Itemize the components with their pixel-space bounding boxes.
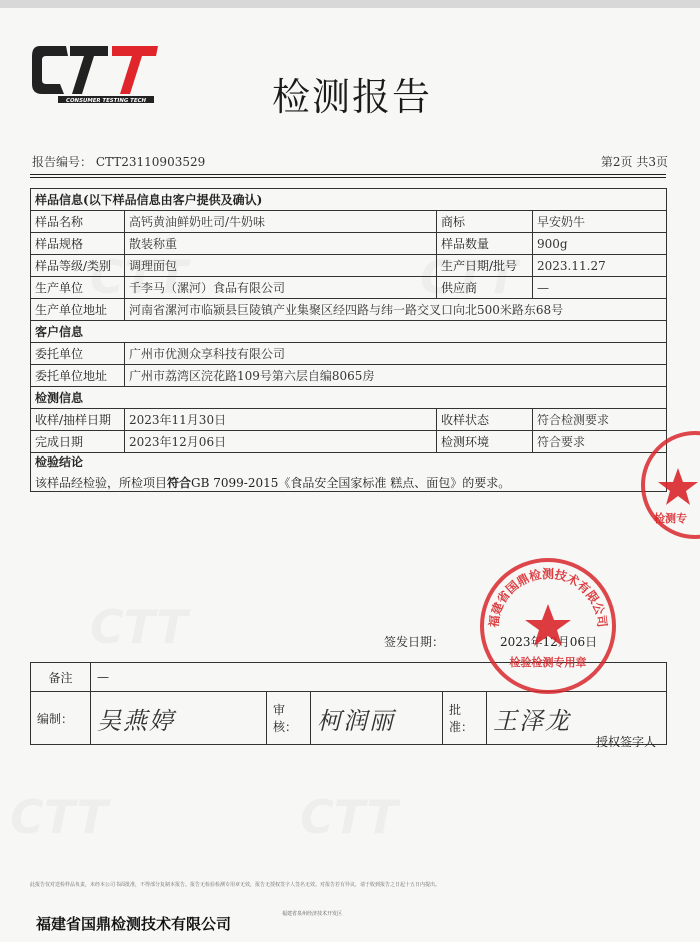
table-row: [31, 233, 667, 255]
report-number-value: CTT23110903529: [95, 155, 206, 169]
handwritten-signature: 吴燕婷: [97, 706, 175, 735]
table-row: [31, 431, 667, 453]
remarks-value: —: [91, 663, 667, 692]
field-value: 河南省漯河市临颍县巨陵镇产业集聚区经四路与纬一路交叉口向北500米路东68号: [125, 299, 667, 321]
watermark: [90, 600, 188, 654]
logo-sub-text: CONSUMER TESTING TECH: [66, 97, 146, 104]
star-icon: [525, 604, 571, 646]
section-row: [31, 189, 667, 211]
field-value: 2023.11.27: [533, 255, 667, 277]
field-label: 生产单位: [31, 277, 125, 299]
section-row: [31, 387, 667, 409]
watermark: [10, 790, 108, 844]
conclusion-text: [35, 474, 662, 491]
field-label: 供应商: [437, 277, 533, 299]
official-seal: [478, 556, 618, 696]
conclusion-text-after: GB 7099-2015《食品安全国家标准 糕点、面包》的要求。: [191, 476, 511, 490]
field-label: 委托单位地址: [31, 365, 125, 387]
handwritten-signature: 王泽龙: [493, 706, 571, 735]
field-label: 收样/抽样日期: [31, 409, 125, 431]
signature-row: [31, 692, 667, 745]
page-info: 第2页 共3页: [600, 155, 668, 169]
conclusion-box: [31, 453, 667, 492]
conclusion-verdict: 符合: [167, 476, 192, 490]
table-row: [31, 299, 667, 321]
divider: [30, 174, 666, 175]
seal-subtext: 检验检测专用章: [509, 656, 587, 669]
field-value: 广州市优测众享科技有限公司: [125, 343, 667, 365]
table-row: [31, 409, 667, 431]
side-seal: [640, 430, 700, 540]
sign-date-label: 签发日期：: [384, 635, 445, 649]
conclusion-title: 检验结论: [35, 455, 84, 469]
field-value: 调理面包: [125, 255, 437, 277]
field-value: 散装称重: [125, 233, 437, 255]
report-table: [30, 188, 667, 492]
field-value: 广州市荔湾区浣花路109号第六层自编8065房: [125, 365, 667, 387]
footer-address: 福建省泉州经济技术开发区: [282, 911, 343, 917]
page-title: 检测报告: [272, 75, 433, 119]
authorized-signatory: 授权签字人: [596, 735, 657, 749]
conclusion-row: [31, 453, 667, 492]
side-seal-text: 检测专: [654, 512, 687, 525]
reviewer-label: 审核：: [267, 692, 311, 745]
field-label: 检测环境: [437, 431, 533, 453]
conclusion-text-before: 该样品经检验，所检项目: [35, 476, 168, 490]
field-label: 委托单位: [31, 343, 125, 365]
watermark: [300, 790, 398, 844]
field-label: 收样状态: [437, 409, 533, 431]
table-row: [31, 211, 667, 233]
ctt-logo: [30, 38, 160, 110]
field-label: 生产单位地址: [31, 299, 125, 321]
field-value: 符合检测要求: [533, 409, 667, 431]
editor-label: 编制：: [31, 692, 91, 745]
field-value: 符合要求: [533, 431, 667, 453]
field-value: 2023年12月06日: [125, 431, 437, 453]
client-section-title: 客户信息: [31, 321, 667, 343]
table-row: [31, 343, 667, 365]
field-label: 完成日期: [31, 431, 125, 453]
field-value: 千李马（漯河）食品有限公司: [125, 277, 437, 299]
field-value: 900g: [533, 233, 667, 255]
field-label: 样品等级/类别: [31, 255, 125, 277]
footer-disclaimer: 此报告仅对送检样品负责，未经本公司书面批准，不得部分复制本报告。报告无检验检测专用章无效，报告无授权签字人签名无效。对报告若有异议，请于收到报告之日起十五日内提出。: [30, 882, 441, 888]
table-row: [31, 277, 667, 299]
handwritten-signature: 柯润丽: [317, 706, 395, 735]
field-value: —: [533, 277, 667, 299]
remarks-label: 备注: [31, 663, 91, 692]
reviewer-signature: [311, 692, 443, 745]
approver-label: 批准：: [443, 692, 487, 745]
field-value: 2023年11月30日: [125, 409, 437, 431]
report-number-label: 报告编号：: [32, 155, 93, 169]
field-label: 样品数量: [437, 233, 533, 255]
section-row: [31, 321, 667, 343]
star-icon: [658, 468, 698, 505]
editor-signature: [91, 692, 267, 745]
sign-date-value: 2023年12月06日: [500, 635, 598, 649]
field-label: 样品名称: [31, 211, 125, 233]
top-band: [0, 0, 700, 8]
report-number: [32, 153, 205, 170]
field-value: 早安奶牛: [533, 211, 667, 233]
field-label: 生产日期/批号: [437, 255, 533, 277]
test-section-title: 检测信息: [31, 387, 667, 409]
table-row: [31, 365, 667, 387]
table-row: [31, 255, 667, 277]
field-label: 商标: [437, 211, 533, 233]
field-label: 样品规格: [31, 233, 125, 255]
field-value: 高钙黄油鲜奶吐司/牛奶味: [125, 211, 437, 233]
seal-text: 福建省国鼎检测技术有限公司: [486, 566, 610, 629]
sample-section-title: 样品信息(以下样品信息由客户提供及确认): [31, 189, 667, 211]
divider: [30, 177, 666, 178]
footer-company: 福建省国鼎检测技术有限公司: [36, 915, 232, 933]
